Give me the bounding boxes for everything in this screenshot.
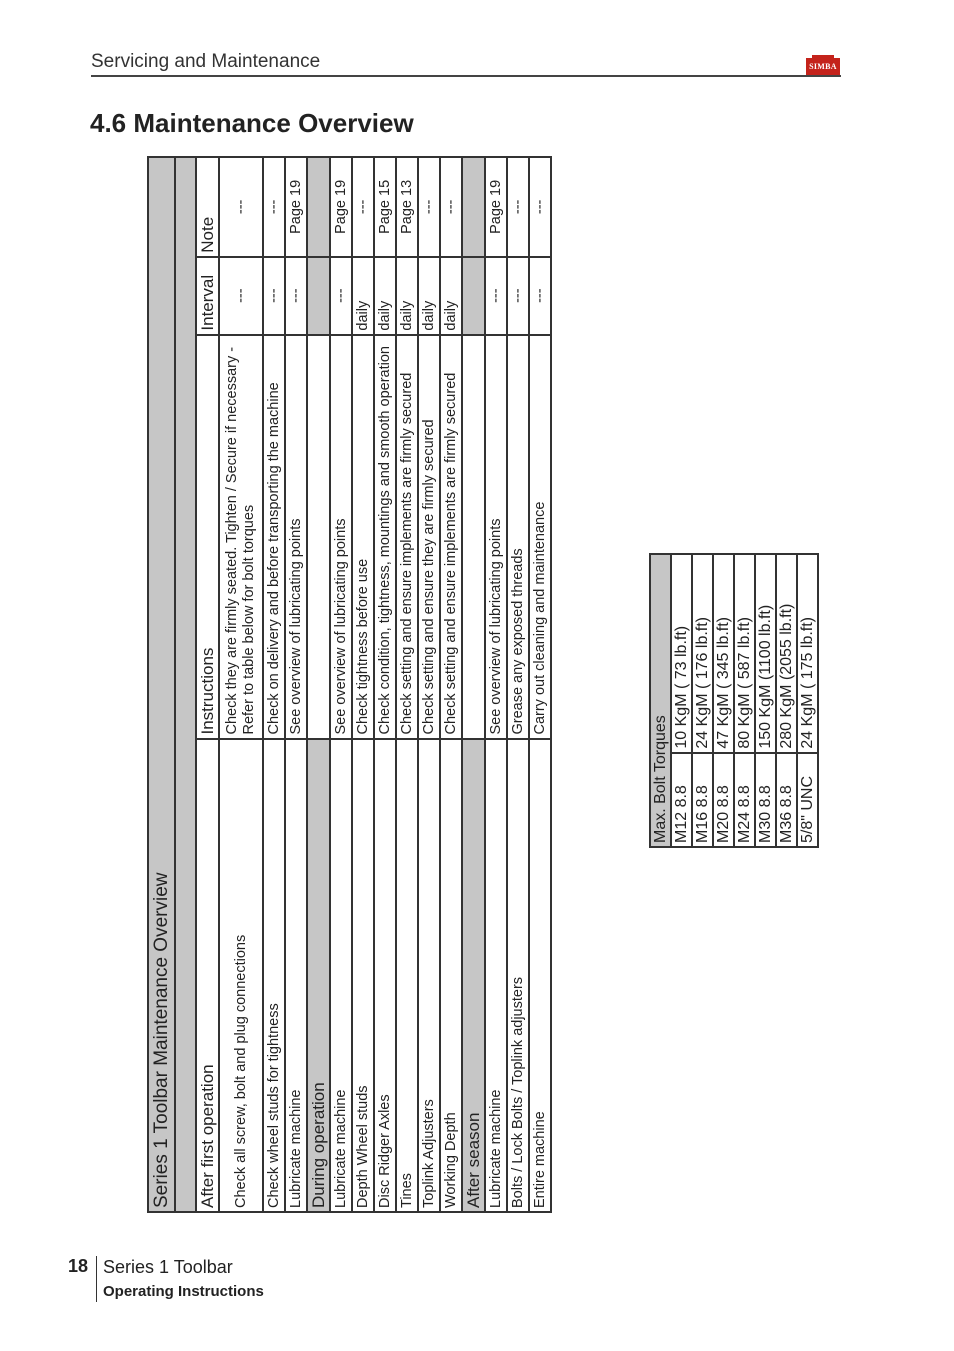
section-blank [307,157,330,257]
bolt-size-cell: M36 8.8 [776,753,797,847]
task-cell: Lubricate machine [285,739,307,1212]
section-header-after: After season [462,739,485,1212]
instruction-cell: Carry out cleaning and maintenance [529,335,551,739]
instruction-cell: Check on delivery and before transporting the machine [263,335,285,739]
interval-cell: --- [529,257,551,335]
table-row [485,157,507,1212]
task-cell: Tines [396,739,418,1212]
interval-cell: daily [352,257,374,335]
task-cell: Lubricate machine [330,739,352,1212]
column-header-instructions: Instructions [196,335,219,739]
note-cell: --- [219,157,263,257]
bolt-size-cell: M24 8.8 [734,753,755,847]
instruction-cell: See overview of lubricating points [285,335,307,739]
page-title: 4.6 Maintenance Overview [90,108,414,138]
task-cell: Disc Ridger Axles [374,739,396,1212]
note-cell: Page 15 [374,157,396,257]
torque-value-cell: 24 KgM ( 176 lb.ft) [692,554,713,753]
note-cell: Page 19 [330,157,352,257]
torque-value-cell: 150 KgM (1100 lb.ft) [755,554,776,753]
table-row [671,554,692,847]
interval-cell: --- [507,257,529,335]
table-spacer [175,157,196,1212]
bolt-size-cell: M30 8.8 [755,753,776,847]
section-blank [462,335,485,739]
table-row [219,157,263,1212]
note-cell: Page 13 [396,157,418,257]
table-row [797,554,818,847]
note-cell: --- [507,157,529,257]
instruction-cell: See overview of lubricating points [485,335,507,739]
task-cell: Check all screw, bolt and plug connections [219,739,263,1212]
task-cell: Depth Wheel studs [352,739,374,1212]
table-row [352,157,374,1212]
interval-cell: --- [485,257,507,335]
table-row [285,157,307,1212]
instruction-cell: Check setting and ensure implements are firmly secured [440,335,462,739]
bolt-size-cell: 5/8" UNC [797,753,818,847]
header-section-title: Servicing and Maintenance [91,51,321,72]
interval-cell: daily [418,257,440,335]
section-header-during: During operation [307,739,330,1212]
torque-value-cell: 24 KgM ( 175 lb.ft) [797,554,818,753]
table-row [263,157,285,1212]
task-cell: Working Depth [440,739,462,1212]
bolt-size-cell: M20 8.8 [713,753,734,847]
table-row [507,157,529,1212]
section-blank [462,257,485,335]
torque-value-cell: 80 KgM ( 587 lb.ft) [734,554,755,753]
footer-subtitle: Operating Instructions [103,1283,264,1300]
task-cell: Toplink Adjusters [418,739,440,1212]
table-row [418,157,440,1212]
interval-cell: --- [219,257,263,335]
interval-cell: --- [330,257,352,335]
torque-value-cell: 10 KgM ( 73 lb.ft) [671,554,692,753]
task-cell: Entire machine [529,739,551,1212]
column-header-note: Note [196,157,219,257]
table-row [440,157,462,1212]
instruction-cell: Check condition, tightness, mountings and smooth operation [374,335,396,739]
footer-title: Series 1 Toolbar [103,1257,233,1277]
instruction-cell: Check they are firmly seated. Tighten / Secure if necessary - Refer to table below for bolt torques [219,335,263,739]
bolt-size-cell: M16 8.8 [692,753,713,847]
interval-cell: daily [440,257,462,335]
table-row [713,554,734,847]
note-cell: --- [529,157,551,257]
interval-cell: --- [285,257,307,335]
section-blank [307,257,330,335]
table-row [529,157,551,1212]
header-rule [91,75,841,77]
note-cell: Page 19 [485,157,507,257]
torque-value-cell: 280 KgM (2055 lb.ft) [776,554,797,753]
interval-cell: daily [396,257,418,335]
note-cell: --- [352,157,374,257]
note-cell: Page 19 [285,157,307,257]
task-cell: Lubricate machine [485,739,507,1212]
instruction-cell: Check setting and ensure implements are firmly secured [396,335,418,739]
task-cell: Bolts / Lock Bolts / Toplink adjusters [507,739,529,1212]
note-cell: --- [263,157,285,257]
interval-cell: --- [263,257,285,335]
instruction-cell: Grease any exposed threads [507,335,529,739]
maintenance-overview-table [147,156,552,1213]
note-cell: --- [440,157,462,257]
table-row [692,554,713,847]
note-cell: --- [418,157,440,257]
bolt-size-cell: M12 8.8 [671,753,692,847]
table-row [755,554,776,847]
bolt-torque-table [649,553,819,848]
page-number: 18 [68,1256,89,1276]
table-row [330,157,352,1212]
column-header-interval: Interval [196,257,219,335]
table-row [734,554,755,847]
task-cell: Check wheel studs for tightness [263,739,285,1212]
instruction-cell: See overview of lubricating points [330,335,352,739]
table-title: Series 1 Toolbar Maintenance Overview [148,157,175,1212]
footer-divider [96,1256,97,1302]
column-header-task: After first operation [196,739,219,1212]
table-row [396,157,418,1212]
instruction-cell: Check setting and ensure they are firmly secured [418,335,440,739]
interval-cell: daily [374,257,396,335]
instruction-cell: Check tightness before use [352,335,374,739]
section-blank [307,335,330,739]
section-blank [462,157,485,257]
torque-value-cell: 47 KgM ( 345 lb.ft) [713,554,734,753]
table-row [776,554,797,847]
table-row [374,157,396,1212]
torque-table-title: Max. Bolt Torques [650,554,671,847]
simba-logo: SIMBA [806,58,840,75]
